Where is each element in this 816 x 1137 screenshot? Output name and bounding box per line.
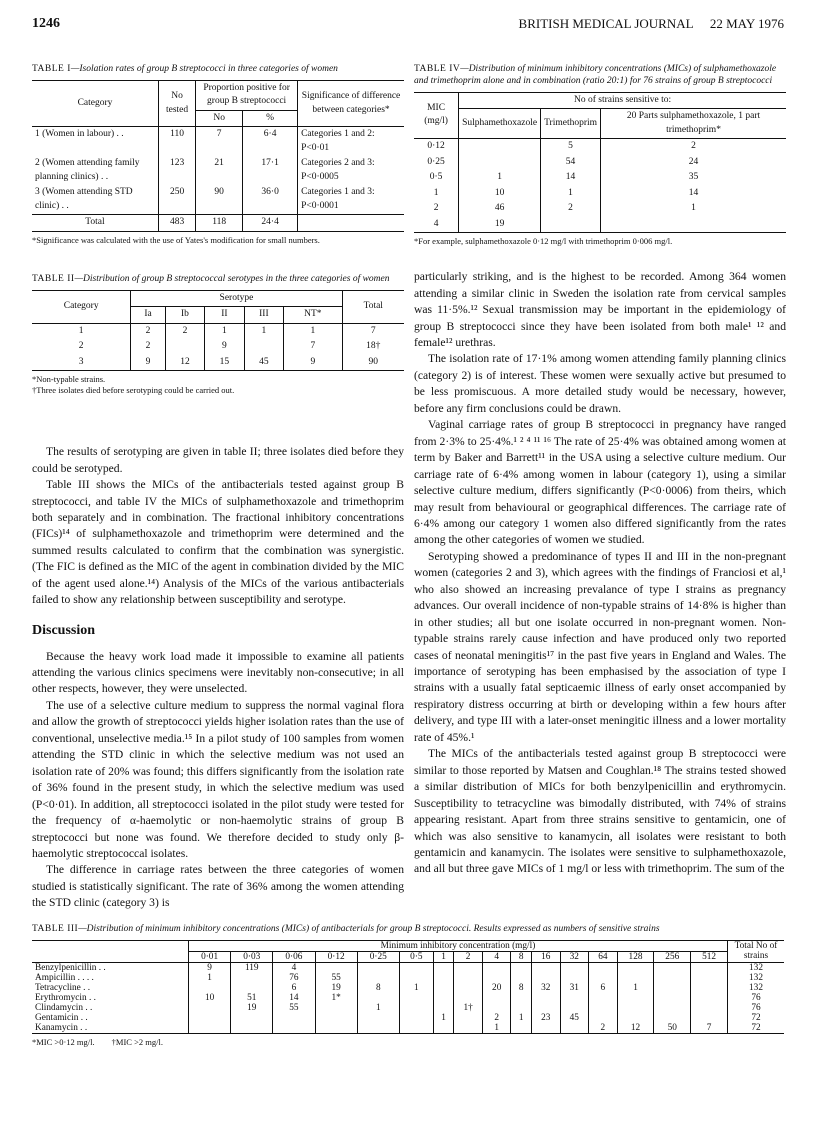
table-cell: [617, 973, 654, 983]
table-2-footnote: *Non-typable strains.: [32, 374, 106, 385]
table-row: 1 10 1 14: [414, 186, 786, 201]
table-row: [32, 1013, 784, 1023]
table-cell: 2: [589, 1023, 618, 1034]
table-cell: [433, 1003, 453, 1013]
table-cell: [482, 993, 511, 1003]
paragraph: The isolation rate of 17·1% among women attending family planning clinics (category 2) is of interest. These women were sexually active but presumed to be less promiscuous. A more detailed study would be necessary, however, before any firm conclusions could be drawn.: [414, 352, 786, 415]
concentration-header: 8: [511, 951, 531, 962]
table-cell: [589, 993, 618, 1003]
table-row: 3 9 12 15 45 9 90: [32, 355, 404, 371]
paragraph: Serotyping showed a predominance of types II and III in the non-pregnant women (categories 2 and 3), which agrees with the findings of Franciosi et al,¹ who also showed an increasing prevalance of type I strains as pregnancy advances. Our overall incidence of non-typable strains of 14·8% is higher than in other studies; all but one isolate occurred in non-pregnant women. Non-typable strains rarely cause infection and have produced only two reported cases of neonatal meningitis¹⁷ in the past five years in England and Wales. The importance of serotyping has been emphasised by the association of type I strains with a usually fatal septicaemic illness of early onset accompanied by respiratory distress occurring at birth or developing within a few hours after delivery, and type III with a later-onset meningitic illness and a lower mortality rate of 45%.¹: [414, 549, 786, 744]
drug-name: Benzylpenicillin . .: [32, 962, 189, 973]
table-2-caption: TABLE II—Distribution of group B streptococcal serotypes in the three categories of women: [32, 273, 390, 284]
table-cell: [511, 993, 531, 1003]
table-cell: 55: [273, 1003, 315, 1013]
table-3-grid: Minimum inhibitory concentration (mg/l) Total No of strains 0·01 0·03 0·06 0·12 0·25 0·5 1 2 4 8 16 32 64 128 256 512 Benzylpenicillin . . 9 119 4 132 Ampicillin . . . . 1 76 55 132 Tetracycline . . 6 19 8 1 20 8 32 31 6 1 132 Erythromycin . . 10 51 14 1* 76 Clindamycin . . 19 55 1 1† 76 Gentamicin . . 1 2 1 23 45 72 Kanamycin . . 1 2 12 50 7 72: [32, 940, 784, 1034]
table-cell: [654, 962, 691, 973]
table-cell: [560, 1003, 589, 1013]
table-1-caption: TABLE I—Isolation rates of group B streptococci in three categories of women: [32, 64, 338, 74]
table-1-grid: Category No tested Proportion positive for group B streptococci Significance of difference between categories* No % 1 (Women in labour) . . 110 7 6·4 Categories 1 and 2: P<0·01 2 (Women attending family planning clinics) . . 123 21 17·1 Categories 2 and 3: P<0·0005 3 (Women attending STD clinic) . . 250 90 36·0 Categories 1 and 3: P<0·0001 Total 483 118 24·4: [32, 80, 404, 232]
table-row: 4 19: [414, 217, 786, 233]
table-cell: 1: [482, 1023, 511, 1034]
table-cell: 10: [189, 993, 231, 1003]
row-total: 76: [751, 992, 761, 1003]
table-cell: 7: [691, 1023, 728, 1034]
concentration-header: 16: [531, 951, 560, 962]
table-cell: [691, 983, 728, 993]
table-4-caption: TABLE IV—Distribution of minimum inhibitory concentrations (MICs) of sulphamethoxazole and trimethoprim alone and in combination (ratio 20:1) for 76 strains of group B streptococci: [414, 64, 777, 86]
drug-name: Tetracycline . .: [32, 983, 189, 993]
table-cell: 1†: [454, 1003, 483, 1013]
table-cell: [189, 1023, 231, 1034]
concentration-header: 128: [617, 951, 654, 962]
table-cell: [315, 1003, 357, 1013]
table-cell: [691, 962, 728, 973]
row-total: 72: [751, 1022, 761, 1033]
table-row: 1 2 2 1 1 1 7: [32, 323, 404, 339]
table-cell: [454, 962, 483, 973]
journal-title: BRITISH MEDICAL JOURNAL 22 MAY 1976: [518, 16, 784, 31]
table-cell: 12: [617, 1023, 654, 1034]
table-cell: 19: [315, 983, 357, 993]
table-row: 2 46 2 1: [414, 201, 786, 216]
table-cell: [617, 1013, 654, 1023]
table-cell: [482, 973, 511, 983]
table-cell: 32: [531, 983, 560, 993]
drug-name: Ampicillin . . . .: [32, 973, 189, 983]
table-cell: [399, 962, 433, 973]
concentration-header: 0·03: [231, 951, 273, 962]
table-row: [32, 973, 784, 983]
table-cell: [399, 1003, 433, 1013]
table-cell: 31: [560, 983, 589, 993]
table-cell: 1*: [315, 993, 357, 1003]
table-cell: 76: [273, 973, 315, 983]
table-cell: 45: [560, 1013, 589, 1023]
table-cell: [617, 962, 654, 973]
table-cell: [511, 973, 531, 983]
table-cell: [315, 1023, 357, 1034]
table-cell: [560, 962, 589, 973]
table-3-caption: TABLE III—Distribution of minimum inhibitory concentrations (MICs) of antibacterials for group B streptococci. Results expressed as numbers of sensitive strains: [32, 924, 660, 934]
table-cell: [482, 1003, 511, 1013]
paragraph: The MICs of the antibacterials tested against group B streptococci were similar to those reported by Matsen and Coughlan.¹⁸ The strains tested showed a similar distribution of MICs for both benzylpenicillin and erythromycin. Susceptibility to tetracycline was bimodally distributed, with 74% of strains appearing resistant. Apart from three strains sensitive to gentamicin, one of which was also sensitive to kanamycin, all isolates were resistant to both gentamicin and kanamycin. The isolates were sensitive to sulphamethoxazole, and all but three gave MICs of 1 mg/l or less with trimethoprim. The sum of the: [414, 747, 786, 876]
drug-name: Gentamicin . .: [32, 1013, 189, 1023]
table-cell: 8: [511, 983, 531, 993]
table-cell: [231, 1013, 273, 1023]
table-2: [32, 274, 404, 396]
table-row: 0·5 1 14 35: [414, 170, 786, 185]
concentration-header: 0·25: [357, 951, 399, 962]
table-cell: 51: [231, 993, 273, 1003]
table-cell: [560, 993, 589, 1003]
table-cell: [511, 962, 531, 973]
row-total: 76: [751, 1002, 761, 1013]
table-cell: 1: [399, 983, 433, 993]
table-cell: [315, 962, 357, 973]
table-cell: [531, 993, 560, 1003]
table-row: [32, 1023, 784, 1034]
table-cell: [399, 993, 433, 1003]
table-cell: 20: [482, 983, 511, 993]
table-row: 0·12 5 2: [414, 139, 786, 155]
table-cell: [617, 1003, 654, 1013]
table-cell: [433, 1023, 453, 1034]
table-cell: [511, 1023, 531, 1034]
table-cell: [399, 973, 433, 983]
table-cell: [315, 1013, 357, 1023]
table-row: [32, 1003, 784, 1013]
table-cell: [454, 1023, 483, 1034]
table-cell: [589, 973, 618, 983]
table-3-footnote: *MIC >0·12 mg/l. †MIC >2 mg/l.: [32, 1036, 163, 1047]
table-cell: [399, 1013, 433, 1023]
section-heading: Discussion: [32, 622, 96, 638]
table-cell: [357, 993, 399, 1003]
table-cell: [691, 993, 728, 1003]
drug-name: Clindamycin . .: [32, 1003, 189, 1013]
table-4-grid: MIC (mg/l) No of strains sensitive to: Sulphamethoxazole Trimethoprim 20 Parts sulphamethoxazole, 1 part trimethoprim* 0·12 5 2 0·25 54 24 0·5 1 14 35 1 10 1 14 2 46 2 1 4 19: [414, 92, 786, 233]
page-number: 1246: [32, 16, 60, 31]
concentration-header: 1: [433, 951, 453, 962]
table-cell: 4: [273, 962, 315, 973]
table-cell: [357, 1013, 399, 1023]
concentration-header: 512: [691, 951, 728, 962]
table-cell: [531, 973, 560, 983]
concentration-header: 32: [560, 951, 589, 962]
table-cell: [231, 983, 273, 993]
paragraph: Because the heavy work load made it impossible to examine all patients attending the various clinics specimens were inevitably non-consecutive; in all other respects, however, they were unselected.: [32, 649, 404, 696]
paragraph: The difference in carriage rates between the three categories of women studied is statistically significant. The rate of 36% among the women attending the STD clinic (category 3) is: [32, 863, 404, 910]
table-cell: [357, 1023, 399, 1034]
body-text-right: [414, 269, 786, 878]
table-cell: [433, 993, 453, 1003]
table-cell: 23: [531, 1013, 560, 1023]
table-cell: [531, 1023, 560, 1034]
table-cell: 6: [273, 983, 315, 993]
table-cell: 8: [357, 983, 399, 993]
table-cell: 1: [189, 973, 231, 983]
table-cell: [433, 962, 453, 973]
table-row: 2 2 9 7 18†: [32, 339, 404, 354]
table-row: 0·25 54 24: [414, 155, 786, 170]
table-cell: 1: [511, 1013, 531, 1023]
table-cell: [589, 962, 618, 973]
concentration-header: 0·5: [399, 951, 433, 962]
table-cell: [617, 993, 654, 1003]
table-cell: [231, 1023, 273, 1034]
table-cell: [654, 1003, 691, 1013]
drug-name: Kanamycin . .: [32, 1023, 189, 1034]
concentration-header: 64: [589, 951, 618, 962]
table-cell: [560, 1023, 589, 1034]
table-cell: 6: [589, 983, 618, 993]
table-1: [32, 64, 404, 246]
table-cell: [454, 993, 483, 1003]
table-cell: [454, 1013, 483, 1023]
concentration-header: 4: [482, 951, 511, 962]
table-cell: [691, 1013, 728, 1023]
row-total: 72: [751, 1012, 761, 1023]
table-cell: [654, 993, 691, 1003]
table-cell: [433, 973, 453, 983]
table-cell: [399, 1023, 433, 1034]
paragraph: The use of a selective culture medium to suppress the normal vaginal flora and allow the growth of streptococci yields higher isolation rates than the use of conventional, unselective media.¹⁵ In a pilot study of 100 samples from women attending the STD clinic in which the selective medium was not used an isolation rate of 20% was found; this differs significantly from the isolation rate of 36% found in the present study, in which the selective medium was used (P<0·01). In addition, all streptococci isolated in the pilot study were tested for the frequency of α-haemolytic or non-haemolytic strains of group B streptococci but none was found. We therefore decided to study only β-haemolytic streptococcal isolates.: [32, 698, 404, 860]
table-cell: 19: [231, 1003, 273, 1013]
concentration-header: 0·06: [273, 951, 315, 962]
table-4: [414, 64, 786, 247]
table-cell: 2: [482, 1013, 511, 1023]
row-total: 132: [749, 982, 763, 993]
table-cell: [454, 973, 483, 983]
table-cell: [531, 1003, 560, 1013]
table-cell: [189, 1003, 231, 1013]
table-total-row: Total 483 118 24·4: [32, 215, 404, 231]
table-cell: [433, 983, 453, 993]
table-3: [32, 924, 784, 1048]
paragraph: The results of serotyping are given in table II; three isolates died before they could be serotyped.: [32, 445, 404, 475]
table-cell: [589, 1003, 618, 1013]
table-cell: [189, 1013, 231, 1023]
concentration-header: 0·12: [315, 951, 357, 962]
table-cell: [357, 962, 399, 973]
table-4-footnote: *For example, sulphamethoxazole 0·12 mg/l with trimethoprim 0·006 mg/l.: [414, 236, 673, 247]
concentration-header: 0·01: [189, 951, 231, 962]
row-total: 132: [749, 962, 763, 973]
table-cell: [273, 1023, 315, 1034]
table-cell: [531, 962, 560, 973]
row-total: 132: [749, 972, 763, 983]
left-column: [32, 64, 404, 912]
table-cell: [560, 973, 589, 983]
table-row: 2 (Women attending family planning clinics) . . 123 21 17·1 Categories 2 and 3: P<0·0005: [32, 156, 404, 185]
table-cell: 119: [231, 962, 273, 973]
table-row: 3 (Women attending STD clinic) . . 250 90 36·0 Categories 1 and 3: P<0·0001: [32, 185, 404, 214]
table-cell: [231, 973, 273, 983]
paragraph: Table III shows the MICs of the antibacterials tested against group B streptococci, and table IV the MICs of sulphamethoxazole and trimethoprim both separately and in combination. The fractional inhibitory concentrations (FICs)¹⁴ of sulphamethoxazole and trimethoprim were determined and the summed results calculated to confirm that the combination was synergistic. (The FIC is defined as the MIC of the agent in combination divided by the MIC of the agent used alone.¹⁴) Analysis of the MICs of the various antibacterials failed to show any relationship between susceptibility and serotype.: [32, 478, 404, 607]
table-cell: [691, 1003, 728, 1013]
table-cell: 1: [433, 1013, 453, 1023]
body-text-left: [32, 444, 404, 912]
table-cell: [482, 962, 511, 973]
table-cell: [511, 1003, 531, 1013]
table-cell: 9: [189, 962, 231, 973]
table-row: [32, 962, 784, 973]
table-cell: [691, 973, 728, 983]
table-cell: [273, 1013, 315, 1023]
paragraph: particularly striking, and is the highest to be recorded. Among 364 women attending a similar clinic in Sweden the isolation rate from cervical samples was 11·5%.¹² Sexual transmission may be important in the epidemiology of group B streptococci since they have been isolated from both male¹ ¹² and female¹² urethras.: [414, 270, 786, 349]
table-cell: [654, 973, 691, 983]
running-header: [32, 16, 784, 36]
table-cell: 14: [273, 993, 315, 1003]
table-cell: [654, 983, 691, 993]
table-1-footnote: *Significance was calculated with the use of Yates's modification for small numbers.: [32, 234, 320, 245]
concentration-header: 2: [454, 951, 483, 962]
table-row: 1 (Women in labour) . . 110 7 6·4 Categories 1 and 2: P<0·01: [32, 127, 404, 156]
table-cell: 1: [357, 1003, 399, 1013]
paragraph: Vaginal carriage rates of group B streptococci in pregnancy have ranged from 2·3% to 25·4%.¹ ² ⁴ ¹¹ ¹⁶ The rate of 25·4% was obtained among women at term by Baker and Barrett¹¹ in the USA using a selective culture medium. Our carriage rate of 6·4% among women in labour (category 1), using a similar selective culture medium, differs significantly (P<0·0006) from theirs, which may result from behavioural or geographical differences. The carriage rate of 6·4% among our category 1 women also differed significantly from the rates among the other categories of women we studied.: [414, 418, 786, 547]
table-2-footnote: †Three isolates died before serotyping could be carried out.: [32, 385, 235, 396]
right-column: [414, 64, 786, 878]
table-cell: [454, 983, 483, 993]
table-row: [32, 993, 784, 1003]
drug-name: Erythromycin . .: [32, 993, 189, 1003]
table-row: [32, 983, 784, 993]
concentration-header: 256: [654, 951, 691, 962]
table-cell: 1: [617, 983, 654, 993]
table-2-grid: Category Serotype Total Ia Ib II III NT* 1 2 2 1 1 1 7 2 2 9 7 18† 3 9 12 15 45 9 90: [32, 290, 404, 371]
table-cell: [189, 983, 231, 993]
table-cell: [357, 973, 399, 983]
table-cell: 50: [654, 1023, 691, 1034]
table-cell: [589, 1013, 618, 1023]
table-cell: 55: [315, 973, 357, 983]
table-cell: [654, 1013, 691, 1023]
